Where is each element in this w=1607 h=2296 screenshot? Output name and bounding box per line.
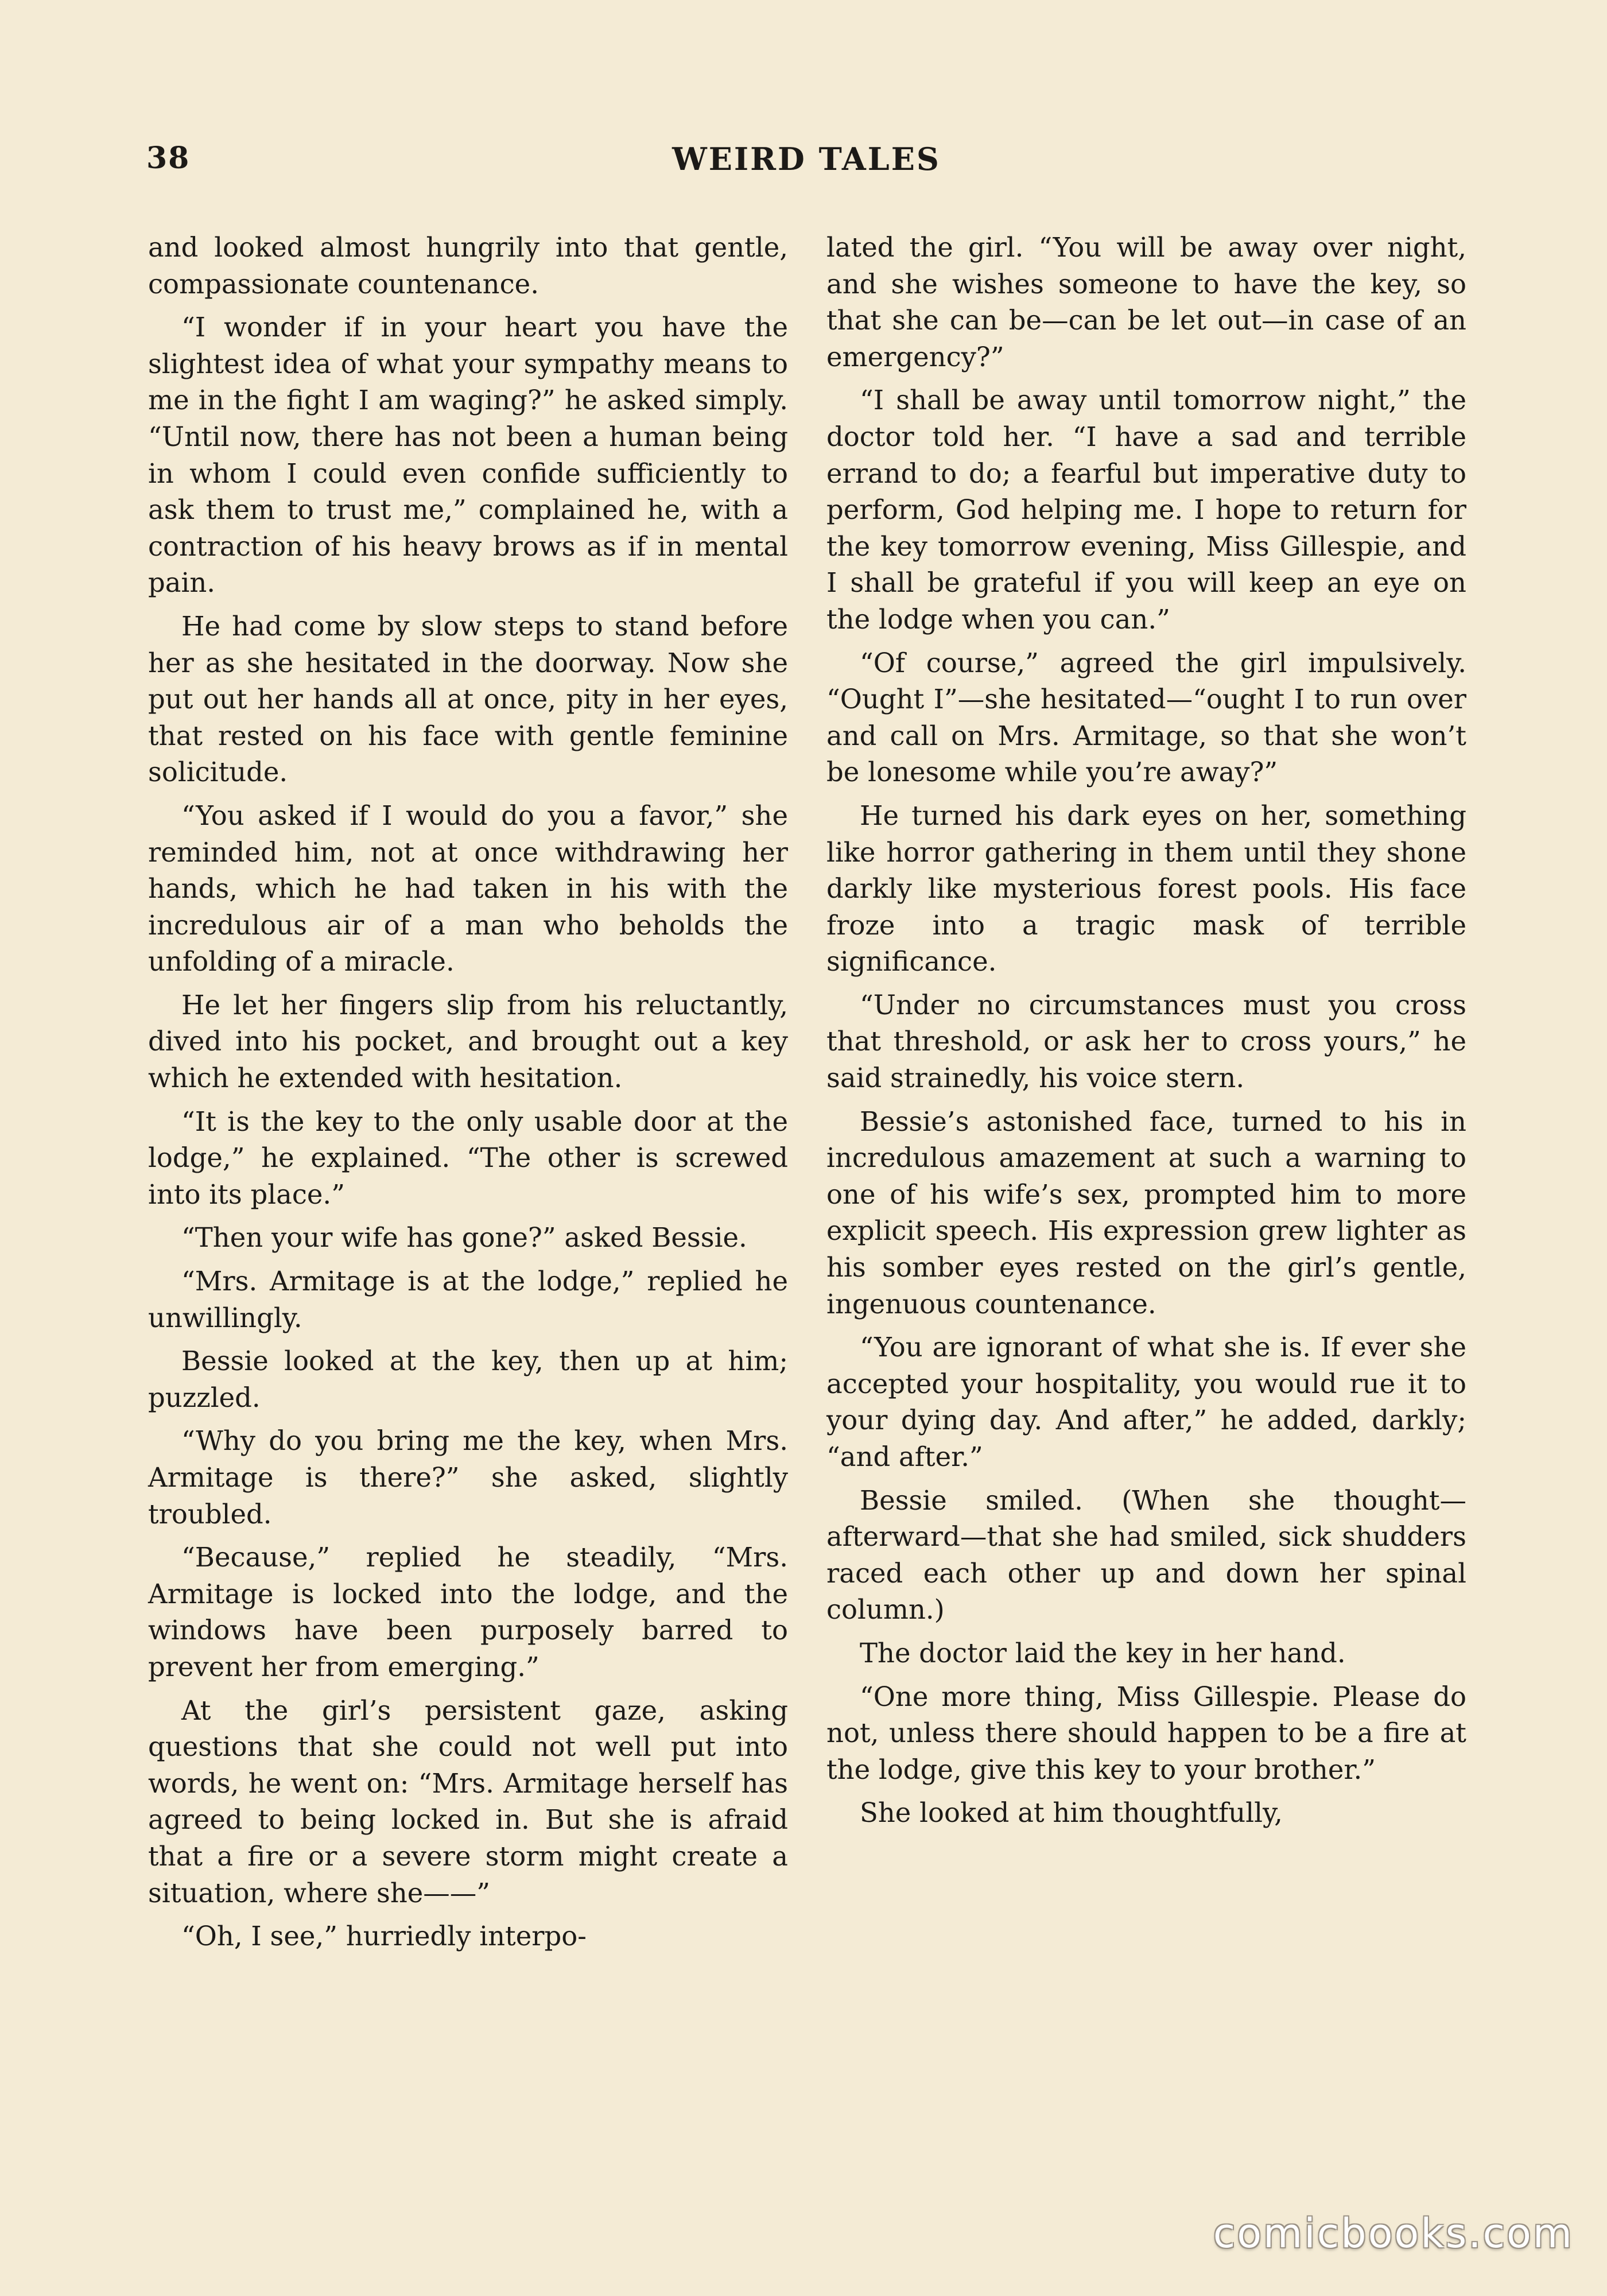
- paragraph: “I wonder if in your heart you have the slightest idea of what your sympathy means to me in the fight I am waging?” he asked simply. “Until now, there has not been a human being in whom I could even confide sufficiently to ask them to trust me,” complained he, with a contraction of his heavy brows as if in mental pain.: [148, 312, 788, 599]
- paragraph: “Why do you bring me the key, when Mrs. Armitage is there?” she asked, slightly troubled.: [148, 1425, 788, 1530]
- paragraph: “Because,” replied he steadily, “Mrs. Armitage is locked into the lodge, and the windows have been purposely barred to prevent her from emerging.”: [148, 1542, 788, 1682]
- paragraph: “I shall be away until tomorrow night,” the doctor told her. “I have a sad and terrible errand to do; a fearful but imperative duty to perform, God helping me. I hope to return for the key tomorrow evening, Miss Gillespie, and I shall be grateful if you will keep an eye on the lodge when you can.”: [826, 385, 1466, 635]
- paragraph: Bessie looked at the key, then up at him; puzzled.: [148, 1345, 788, 1413]
- paragraph: “You asked if I would do you a favor,” she reminded him, not at once withdrawing her hands, which he had taken in his with the incredulous air of a man who beholds the unfolding of a miracle.: [148, 800, 788, 978]
- paragraph: “Oh, I see,” hurriedly interpo-: [181, 1921, 587, 1952]
- paragraph: “It is the key to the only usable door at the lodge,” he explained. “The other is screwed into its place.”: [148, 1106, 788, 1210]
- paragraph: He let her fingers slip from his reluctantly, dived into his pocket, and brought out a key which he extended with hesitation.: [148, 989, 788, 1094]
- running-head: WEIRD TALES: [672, 141, 941, 177]
- paragraph: The doctor laid the key in her hand.: [860, 1637, 1346, 1669]
- paragraph: Bessie smiled. (When she thought—afterward—that she had smiled, sick shudders raced each other up and down her spinal column.): [826, 1484, 1466, 1626]
- paragraph: “Then your wife has gone?” asked Bessie.: [181, 1222, 747, 1254]
- paragraph: “Mrs. Armitage is at the lodge,” replied he unwillingly.: [148, 1266, 788, 1333]
- paragraph: lated the girl. “You will be away over night, and she wishes someone to have the key, so that she can be—can be let out—in case of an emergency?”: [826, 232, 1466, 373]
- paragraph: “Of course,” agreed the girl impulsively. “Ought I”—she hesitated—“ought I to run over and call on Mrs. Armitage, so that she won’t be lonesome while you’re away?”: [826, 647, 1466, 788]
- paragraph: and looked almost hungrily into that gentle, compassionate countenance.: [148, 232, 788, 300]
- paragraph: “One more thing, Miss Gillespie. Please do not, unless there should happen to be a fire at the lodge, give this key to your brother.”: [826, 1681, 1466, 1785]
- paragraph: He turned his dark eyes on her, something like horror gathering in them until they shone darkly like mysterious forest pools. His face froze into a tragic mask of terrible significance.: [826, 800, 1466, 978]
- paragraph: “You are ignorant of what she is. If ever she accepted your hospitality, you would rue it to your dying day. And after,” he added, darkly; “and after.”: [826, 1332, 1466, 1472]
- paragraph: Bessie’s astonished face, turned to his in incredulous amazement at such a warning to one of his wife’s sex, prompted him to more explicit speech. His expression grew lighter as his somber eyes rested on the girl’s gentle, ingenuous countenance.: [826, 1106, 1466, 1320]
- paragraph: He had come by slow steps to stand before her as she hesitated in the doorway. Now she put out her hands all at once, pity in her eyes, that rested on his face with gentle feminine solicitude.: [148, 610, 788, 788]
- paragraph: She looked at him thoughtfully,: [860, 1797, 1283, 1829]
- left-column: [148, 230, 788, 1962]
- page-header: [146, 141, 1466, 187]
- right-column: [826, 230, 1466, 1839]
- paragraph: At the girl’s persistent gaze, asking questions that she could not well put into words, he went on: “Mrs. Armitage herself has agreed to being locked in. But she is afraid that a fire or a severe storm might create a situation, where she——”: [148, 1694, 788, 1909]
- page-number: 38: [146, 141, 191, 176]
- paragraph: “Under no circumstances must you cross that threshold, or ask her to cross yours,” he said strainedly, his voice stern.: [826, 989, 1466, 1094]
- site-watermark: comicbooks.com: [1213, 2210, 1574, 2257]
